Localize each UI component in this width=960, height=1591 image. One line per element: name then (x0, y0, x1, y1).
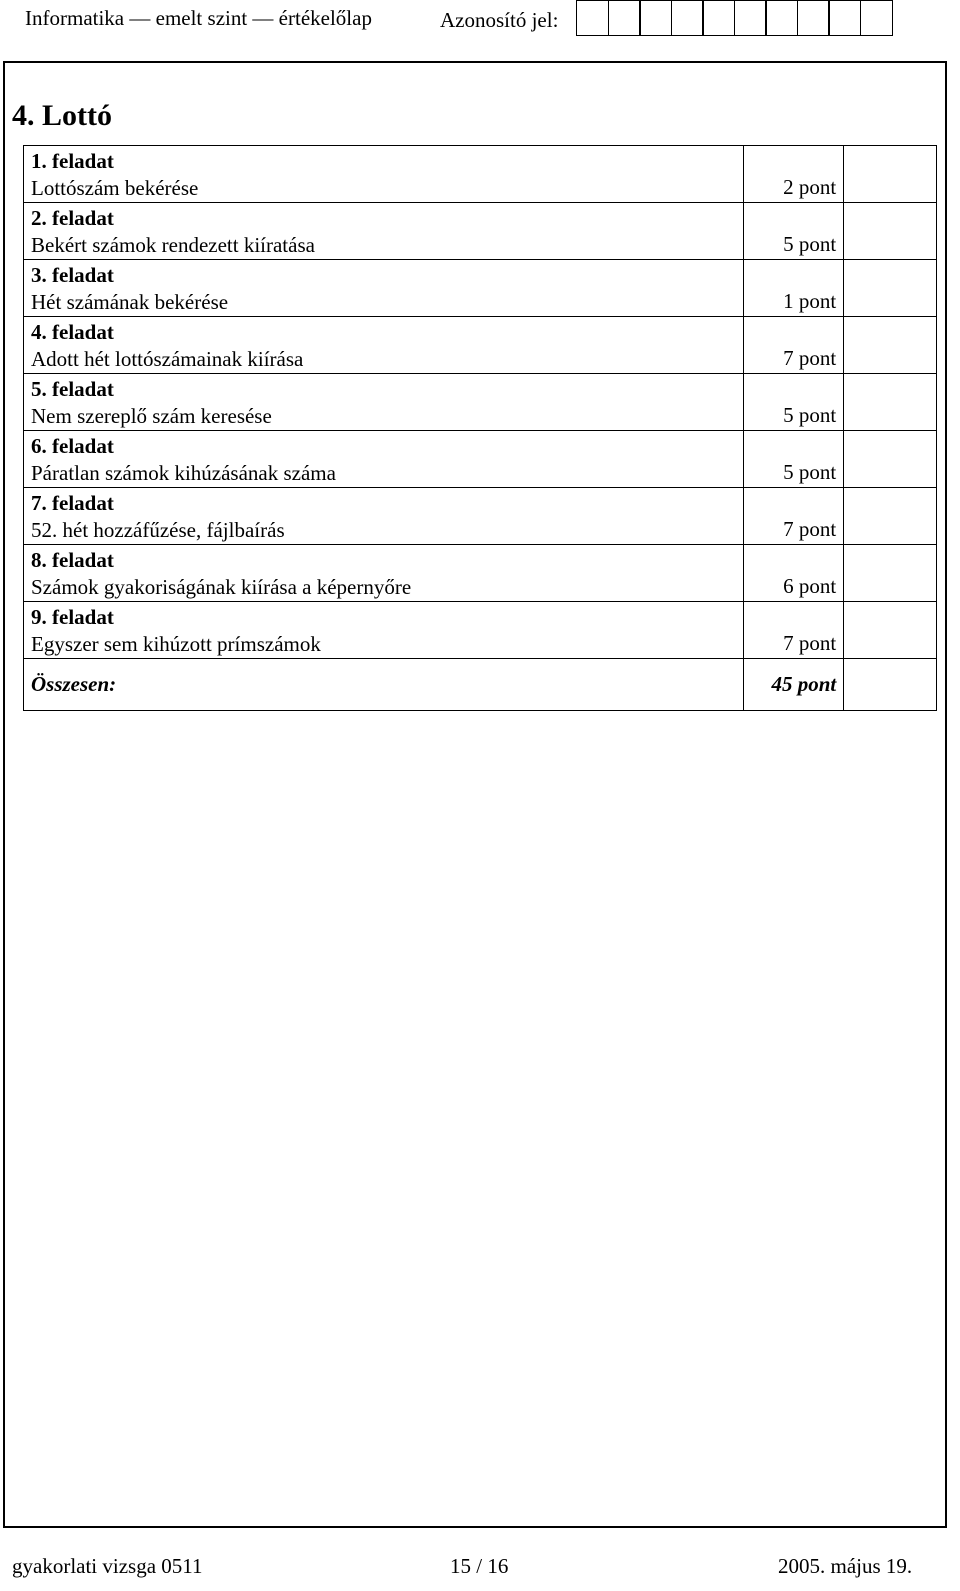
task-number: 7. feladat (31, 491, 114, 515)
total-row (24, 659, 937, 711)
task-name: Páratlan számok kihúzásának száma (31, 461, 336, 485)
max-points-cell: 2 pont (744, 146, 844, 203)
task-name: Számok gyakoriságának kiírása a képernyőre (31, 575, 412, 599)
awarded-points-cell[interactable] (844, 203, 937, 260)
task-number: 4. feladat (31, 320, 114, 344)
table-row (24, 431, 937, 488)
max-points-cell: 7 pont (744, 488, 844, 545)
id-box[interactable] (797, 0, 830, 36)
max-points-cell: 5 pont (744, 374, 844, 431)
task-cell (24, 602, 744, 659)
task-number: 2. feladat (31, 206, 114, 230)
max-points-cell: 5 pont (744, 203, 844, 260)
total-label: Összesen: (24, 659, 744, 711)
section-title: 4. Lottó (12, 99, 112, 132)
footer-exam-code: gyakorlati vizsga 0511 (12, 1554, 203, 1578)
max-points-cell: 1 pont (744, 260, 844, 317)
task-name: Adott hét lottószámainak kiírása (31, 347, 304, 371)
task-cell (24, 545, 744, 602)
table-row (24, 374, 937, 431)
id-box[interactable] (639, 0, 672, 36)
awarded-points-cell[interactable] (844, 602, 937, 659)
id-box[interactable] (671, 0, 704, 36)
task-number: 8. feladat (31, 548, 114, 572)
task-name: Nem szereplő szám keresése (31, 404, 272, 428)
task-cell (24, 431, 744, 488)
id-box[interactable] (860, 0, 893, 36)
max-points-cell: 6 pont (744, 545, 844, 602)
header-title: Informatika — emelt szint — értékelőlap (25, 6, 372, 30)
max-points-cell: 7 pont (744, 317, 844, 374)
task-number: 5. feladat (31, 377, 114, 401)
id-box[interactable] (608, 0, 641, 36)
awarded-points-cell[interactable] (844, 431, 937, 488)
id-box[interactable] (576, 0, 609, 36)
page-header (0, 0, 960, 40)
table-row (24, 602, 937, 659)
id-label: Azonosító jel: (440, 8, 559, 32)
task-name: Lottószám bekérése (31, 176, 199, 200)
table-row (24, 488, 937, 545)
task-number: 9. feladat (31, 605, 114, 629)
awarded-total-cell[interactable] (844, 659, 937, 711)
footer-date: 2005. május 19. (778, 1554, 913, 1578)
table-row (24, 203, 937, 260)
awarded-points-cell[interactable] (844, 146, 937, 203)
max-points-cell: 7 pont (744, 602, 844, 659)
task-name: Bekért számok rendezett kiíratása (31, 233, 315, 257)
awarded-points-cell[interactable] (844, 317, 937, 374)
awarded-points-cell[interactable] (844, 260, 937, 317)
table-row (24, 317, 937, 374)
total-points: 45 pont (744, 659, 844, 711)
task-name: Hét számának bekérése (31, 290, 229, 314)
task-name: Egyszer sem kihúzott prímszámok (31, 632, 321, 656)
id-box[interactable] (828, 0, 861, 36)
task-number: 3. feladat (31, 263, 114, 287)
footer-page-number: 15 / 16 (450, 1554, 509, 1578)
awarded-points-cell[interactable] (844, 545, 937, 602)
id-box[interactable] (702, 0, 735, 36)
max-points-cell: 5 pont (744, 431, 844, 488)
id-boxes (576, 0, 891, 36)
task-cell (24, 203, 744, 260)
awarded-points-cell[interactable] (844, 488, 937, 545)
id-box[interactable] (734, 0, 767, 36)
id-box[interactable] (765, 0, 798, 36)
task-cell (24, 317, 744, 374)
task-cell (24, 488, 744, 545)
task-number: 6. feladat (31, 434, 114, 458)
page-footer (0, 1554, 960, 1584)
score-table (23, 145, 937, 711)
table-row (24, 146, 937, 203)
task-cell (24, 146, 744, 203)
table-row (24, 260, 937, 317)
task-name: 52. hét hozzáfűzése, fájlbaírás (31, 518, 285, 542)
awarded-points-cell[interactable] (844, 374, 937, 431)
table-row (24, 545, 937, 602)
task-cell (24, 260, 744, 317)
task-number: 1. feladat (31, 149, 114, 173)
task-cell (24, 374, 744, 431)
